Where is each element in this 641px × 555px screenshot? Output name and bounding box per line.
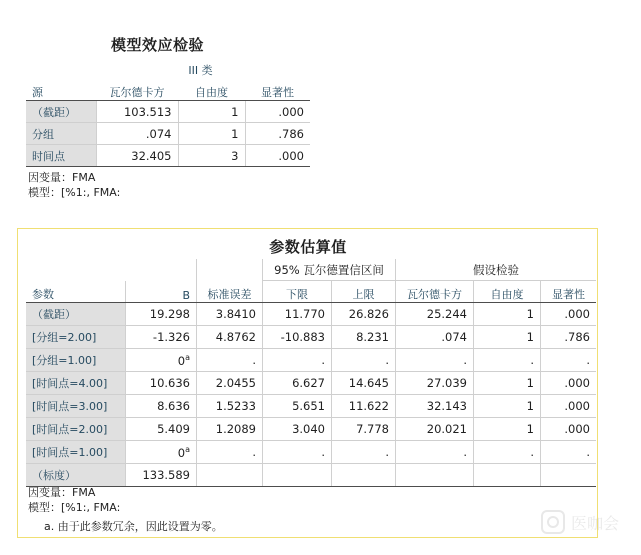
row-label: [时间点=3.00] xyxy=(26,395,125,418)
cell-wald-chi: 25.244 xyxy=(396,303,474,326)
cell-wald-chi: . xyxy=(396,441,474,464)
col-header-parameter: 参数 xyxy=(26,281,125,303)
model-note: 模型：[%1:, FMA: xyxy=(28,501,121,514)
cell-lower: . xyxy=(263,349,332,372)
cell-wald-chi xyxy=(396,464,474,487)
dependent-variable-note: 因变量：FMA xyxy=(28,486,96,499)
col-header-df: 自由度 xyxy=(474,281,541,303)
cell-df: 1 xyxy=(474,303,541,326)
footnote-marker: a xyxy=(185,444,190,454)
table-row xyxy=(26,464,596,487)
row-label: （标度） xyxy=(26,464,125,487)
row-label: 分组 xyxy=(26,123,96,145)
col-header-se: 标准误差 xyxy=(197,281,263,303)
cell-df: . xyxy=(474,441,541,464)
table-row xyxy=(26,441,596,464)
cell-lower: 6.627 xyxy=(263,372,332,395)
table-group-header-row xyxy=(26,259,596,281)
table-header-row xyxy=(26,281,596,303)
parameter-estimates-table xyxy=(26,259,596,487)
footnote-marker: a xyxy=(185,352,190,362)
col-header-df: 自由度 xyxy=(178,79,245,101)
parameter-estimates-title: 参数估算值 xyxy=(269,238,347,256)
table-row xyxy=(26,145,310,167)
row-label: [时间点=2.00] xyxy=(26,418,125,441)
cell-wald-chi: 27.039 xyxy=(396,372,474,395)
table-row xyxy=(26,326,596,349)
cell-wald-chi: . xyxy=(396,349,474,372)
cell-sig: .000 xyxy=(245,145,310,167)
table-row xyxy=(26,418,596,441)
col-header-upper: 上限 xyxy=(332,281,396,303)
cell-upper: 26.826 xyxy=(332,303,396,326)
cell-upper: 11.622 xyxy=(332,395,396,418)
cell-lower: 3.040 xyxy=(263,418,332,441)
cell-wald-chi: 103.513 xyxy=(96,101,178,123)
cell-df: 1 xyxy=(474,372,541,395)
b-value: 5.409 xyxy=(157,422,190,436)
col-header-source: 源 xyxy=(26,79,96,101)
row-label: [时间点=1.00] xyxy=(26,441,125,464)
cell-b xyxy=(125,303,197,326)
model-effects-title: 模型效应检验 xyxy=(111,36,205,54)
cell-wald-chi: 32.143 xyxy=(396,395,474,418)
redundant-parameter-note: a. 由于此参数冗余，因此设置为零。 xyxy=(44,520,223,533)
cell-df: . xyxy=(474,349,541,372)
cell-sig: .786 xyxy=(245,123,310,145)
cell-wald-chi: .074 xyxy=(396,326,474,349)
cell-b xyxy=(125,441,197,464)
cell-sig: . xyxy=(541,441,597,464)
cell-sig: .000 xyxy=(541,418,597,441)
cell-upper: 7.778 xyxy=(332,418,396,441)
cell-b xyxy=(125,395,197,418)
cell-lower: 5.651 xyxy=(263,395,332,418)
b-value: 19.298 xyxy=(149,307,190,321)
ci-group-header: 95% 瓦尔德置信区间 xyxy=(263,259,396,281)
cell-lower: -10.883 xyxy=(263,326,332,349)
cell-lower: . xyxy=(263,441,332,464)
col-header-wald-chi: 瓦尔德卡方 xyxy=(396,281,474,303)
cell-se: 1.5233 xyxy=(197,395,263,418)
cell-lower xyxy=(263,464,332,487)
model-note: 模型：[%1:, FMA: xyxy=(28,186,121,199)
cell-sig: .000 xyxy=(245,101,310,123)
row-label: （截距） xyxy=(26,303,125,326)
cell-df: 1 xyxy=(178,123,245,145)
dependent-variable-note: 因变量：FMA xyxy=(28,171,96,184)
cell-sig: .000 xyxy=(541,395,597,418)
cell-upper: 8.231 xyxy=(332,326,396,349)
cell-b xyxy=(125,349,197,372)
watermark xyxy=(540,505,630,539)
cell-upper xyxy=(332,464,396,487)
cell-b xyxy=(125,372,197,395)
cell-se xyxy=(197,464,263,487)
cell-sig: .000 xyxy=(541,372,597,395)
col-header-wald-chi: 瓦尔德卡方 xyxy=(96,79,178,101)
col-header-b: B xyxy=(125,281,197,303)
cell-wald-chi: 20.021 xyxy=(396,418,474,441)
cell-se: 1.2089 xyxy=(197,418,263,441)
cell-df: 1 xyxy=(474,326,541,349)
b-value: 10.636 xyxy=(149,376,190,390)
cell-se: . xyxy=(197,349,263,372)
b-value: 8.636 xyxy=(157,399,190,413)
cell-sig: .786 xyxy=(541,326,597,349)
cell-b xyxy=(125,326,197,349)
cell-wald-chi: .074 xyxy=(96,123,178,145)
b-value: -1.326 xyxy=(152,330,190,344)
cell-df: 1 xyxy=(474,395,541,418)
cell-df: 1 xyxy=(178,101,245,123)
row-label: （截距） xyxy=(26,101,96,123)
type3-superheader: III 类 xyxy=(188,64,213,77)
cell-sig xyxy=(541,464,597,487)
table-row xyxy=(26,349,596,372)
table-row xyxy=(26,123,310,145)
cell-upper: . xyxy=(332,349,396,372)
row-label: [分组=2.00] xyxy=(26,326,125,349)
cell-df: 3 xyxy=(178,145,245,167)
table-row xyxy=(26,303,596,326)
cell-upper: . xyxy=(332,441,396,464)
cell-se: 3.8410 xyxy=(197,303,263,326)
b-value: 0 xyxy=(177,445,186,460)
cell-se: . xyxy=(197,441,263,464)
b-value: 133.589 xyxy=(142,468,190,482)
cell-se: 2.0455 xyxy=(197,372,263,395)
table-row xyxy=(26,372,596,395)
table-row xyxy=(26,101,310,123)
cell-b xyxy=(125,464,197,487)
row-label: [分组=1.00] xyxy=(26,349,125,372)
cell-se: 4.8762 xyxy=(197,326,263,349)
row-label: [时间点=4.00] xyxy=(26,372,125,395)
cell-upper: 14.645 xyxy=(332,372,396,395)
watermark-logo-icon xyxy=(540,509,566,535)
table-row xyxy=(26,395,596,418)
cell-wald-chi: 32.405 xyxy=(96,145,178,167)
cell-lower: 11.770 xyxy=(263,303,332,326)
cell-df: 1 xyxy=(474,418,541,441)
cell-df xyxy=(474,464,541,487)
col-header-sig: 显著性 xyxy=(541,281,597,303)
model-effects-table xyxy=(26,79,310,167)
cell-sig: .000 xyxy=(541,303,597,326)
row-label: 时间点 xyxy=(26,145,96,167)
hypothesis-test-group-header: 假设检验 xyxy=(396,259,597,281)
watermark-text: 医咖会 xyxy=(571,513,620,533)
col-header-lower: 下限 xyxy=(263,281,332,303)
cell-b xyxy=(125,418,197,441)
b-value: 0 xyxy=(177,353,186,368)
cell-sig: . xyxy=(541,349,597,372)
table-header-row xyxy=(26,79,310,101)
col-header-sig: 显著性 xyxy=(245,79,310,101)
